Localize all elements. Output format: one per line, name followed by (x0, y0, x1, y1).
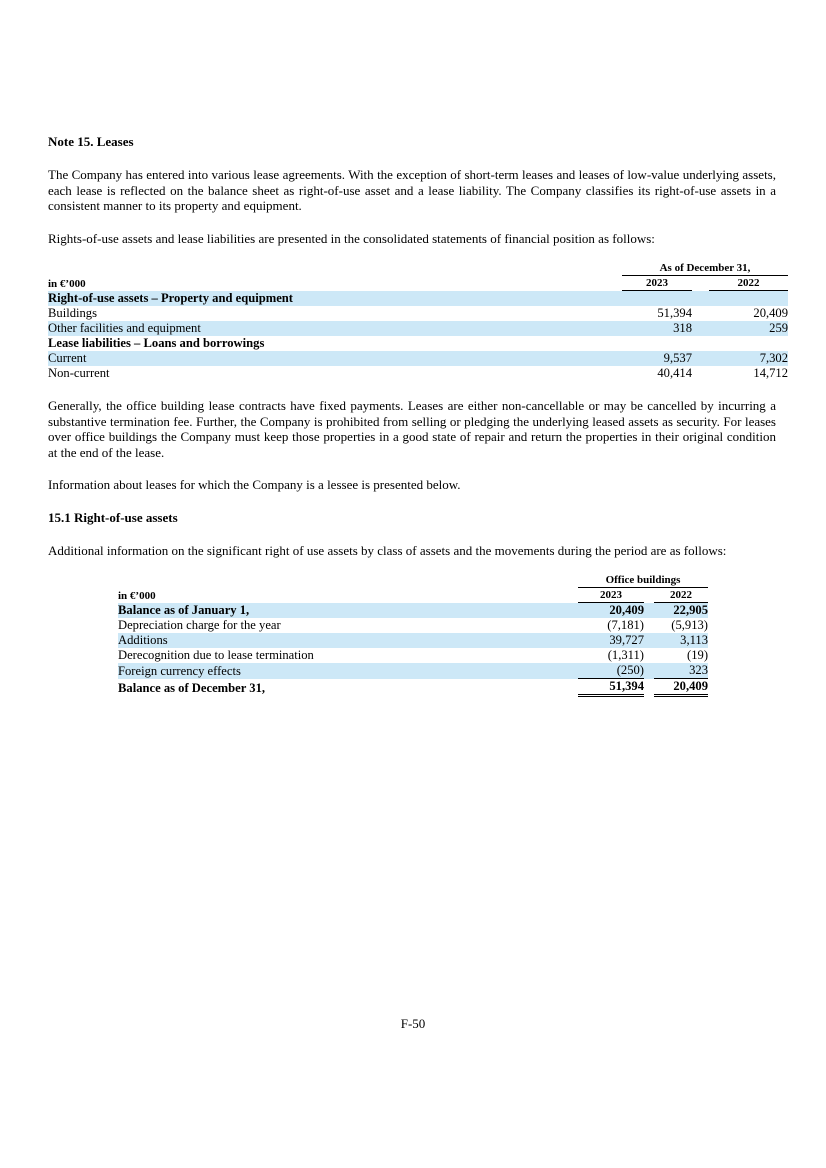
table-row (118, 618, 708, 633)
gap-cell (644, 618, 654, 633)
gap-cell (692, 291, 709, 307)
table1-group-header-row (48, 262, 788, 276)
value-2022 (709, 291, 788, 307)
value-2023: 318 (622, 321, 692, 336)
value-2022: (19) (687, 648, 709, 662)
paragraph-lease-agreements: The Company has entered into various lease agreements. With the exception of short-term leases and leases of low-value underlying assets, each lease is reflected on the balance sheet as right-of-use asset and a lease liability. The Company classifies its right-of-use assets in a consistent manner to its property and equipment. (48, 167, 776, 213)
row-label: Lease liabilities – Loans and borrowings (48, 336, 265, 350)
table-row (48, 336, 788, 351)
value-2022: 3,113 (654, 633, 708, 648)
row-label: Balance as of December 31, (118, 680, 266, 695)
gap-cell (692, 351, 709, 366)
gap-cell (644, 633, 654, 648)
value-2023: (7,181) (607, 618, 644, 632)
table-row (118, 663, 708, 679)
gap-cell (644, 603, 654, 619)
value-2022: 20,409 (753, 306, 789, 320)
row-label: Non-current (48, 366, 110, 380)
table1-unit-label (48, 276, 622, 291)
row-label: Foreign currency effects (118, 663, 578, 679)
gap-cell (644, 663, 654, 679)
gap-cell (644, 588, 654, 603)
note-title: Note 15. Leases (48, 134, 134, 149)
table-row (48, 291, 788, 307)
rou-assets-and-lease-liabilities-table (48, 262, 788, 381)
table-row (48, 366, 788, 381)
value-2023 (622, 291, 692, 307)
value-2022: 22,905 (654, 603, 708, 619)
page-number: F-50 (400, 1016, 426, 1031)
table2-unit-label (118, 588, 578, 603)
table1-col-2023: 2023 (622, 276, 692, 291)
value-2023: (1,311) (607, 648, 644, 662)
spacer-cell (118, 574, 578, 588)
table1-group-header: As of December 31, (622, 262, 788, 276)
value-2023: 39,727 (578, 633, 644, 648)
gap-cell (644, 679, 654, 696)
table-row (48, 306, 788, 321)
table2-col-2023: 2023 (578, 588, 644, 603)
row-label: Derecognition due to lease termination (118, 648, 314, 662)
value-2022: (5,913) (671, 618, 709, 632)
value-2022 (709, 336, 788, 351)
table2-col-2022: 2022 (654, 588, 708, 603)
table2-column-header-row (118, 588, 708, 603)
table-row (48, 321, 788, 336)
value-2023: 51,394 (578, 679, 644, 696)
row-label: Balance as of January 1, (118, 603, 578, 619)
table-row (118, 679, 708, 696)
spacer-cell (48, 262, 622, 276)
value-2022: 14,712 (753, 366, 789, 380)
unit-label-text: in €’000 (118, 589, 156, 602)
value-2022: 323 (654, 663, 708, 679)
table-row (118, 633, 708, 648)
row-label: Additions (118, 633, 578, 648)
row-label: Buildings (48, 306, 97, 320)
value-2022: 259 (709, 321, 788, 336)
paragraph-additional-info: Additional information on the significant right of use assets by class of assets and the movements during the period are as follows: (48, 542, 727, 558)
table2-group-header-row (118, 574, 708, 588)
table-row (118, 603, 708, 619)
gap-cell (692, 306, 709, 321)
value-2023 (622, 336, 692, 351)
row-label: Depreciation charge for the year (118, 618, 281, 632)
section-heading-rou-assets: 15.1 Right-of-use assets (48, 509, 178, 525)
value-2023: 20,409 (578, 603, 644, 619)
rou-assets-movement-table (118, 574, 708, 697)
table-row (48, 351, 788, 366)
value-2022: 7,302 (709, 351, 788, 366)
gap-cell (692, 366, 709, 381)
value-2023: 51,394 (657, 306, 692, 320)
paragraph-lessee-info: Information about leases for which the Company is a lessee is presented below. (48, 477, 461, 492)
value-2023: (250) (578, 663, 644, 679)
paragraph-fixed-payments: Generally, the office building lease contracts have fixed payments. Leases are either non-cancellable or may be cancelled by incurring a substantive termination fee. Further, the Company is prohibited from selling or pledging the underlying leased assets as security. For leases over office buildings the Company must keep those properties in a good state of repair and return the properties in their original condition at the end of the lease. (48, 398, 776, 460)
table1-col-2022: 2022 (709, 276, 788, 291)
gap-cell (692, 276, 709, 291)
value-2023: 9,537 (622, 351, 692, 366)
value-2022: 20,409 (654, 679, 708, 696)
unit-label-text: in €’000 (48, 277, 86, 290)
row-label: Other facilities and equipment (48, 321, 622, 336)
paragraph-presented-as-follows: Rights-of-use assets and lease liabilities are presented in the consolidated statements of financial position as follows: (48, 230, 655, 246)
gap-cell (692, 336, 709, 351)
table2-group-header: Office buildings (578, 574, 708, 588)
row-label: Right-of-use assets – Property and equipment (48, 291, 622, 307)
row-label: Current (48, 351, 622, 366)
gap-cell (692, 321, 709, 336)
gap-cell (644, 648, 654, 663)
table-row (118, 648, 708, 663)
value-2023: 40,414 (657, 366, 692, 380)
table1-column-header-row (48, 276, 788, 291)
